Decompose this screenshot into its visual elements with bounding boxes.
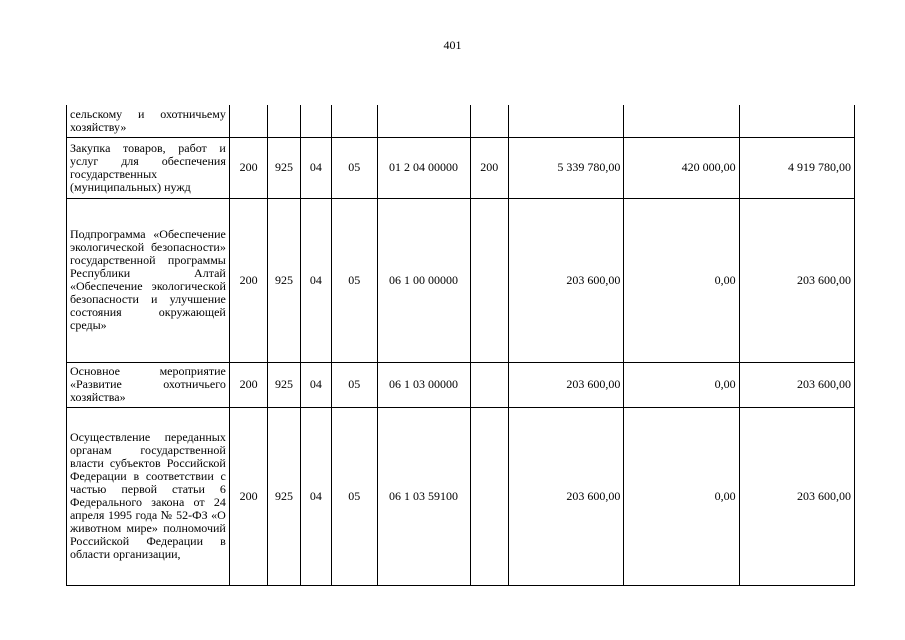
admin-code-cell: 200 — [229, 362, 267, 407]
page-number: 401 — [443, 38, 462, 52]
sum-total-cell: 203 600,00 — [509, 198, 624, 362]
sum-republic-cell: 4 919 780,00 — [739, 137, 854, 198]
ministry-code-cell: 925 — [268, 198, 300, 362]
expense-type-code-cell — [470, 407, 508, 585]
row-name-cell: Закупка товаров, работ и услуг для обеспечения государственных (муниципальных) нужд — [67, 137, 230, 198]
target-code-cell — [377, 105, 470, 137]
row-name-cell: сельскому и охотничьему хозяйству» — [67, 105, 230, 137]
target-code-cell: 06 1 03 59100 — [377, 407, 470, 585]
expense-type-code-cell — [470, 198, 508, 362]
expense-type-code-cell: 200 — [470, 137, 508, 198]
sum-federal-cell: 420 000,00 — [624, 137, 739, 198]
subsection-code-cell: 05 — [332, 137, 378, 198]
expense-type-code-cell — [470, 105, 508, 137]
sum-republic-cell: 203 600,00 — [739, 407, 854, 585]
ministry-code-cell: 925 — [268, 407, 300, 585]
ministry-code-cell — [268, 105, 300, 137]
admin-code-cell: 200 — [229, 137, 267, 198]
section-code-cell: 04 — [300, 362, 331, 407]
table-row — [67, 362, 855, 407]
admin-code-cell — [229, 105, 267, 137]
table-row — [67, 105, 855, 137]
sum-total-cell: 5 339 780,00 — [509, 137, 624, 198]
subsection-code-cell — [332, 105, 378, 137]
sum-federal-cell — [624, 105, 739, 137]
sum-federal-cell: 0,00 — [624, 362, 739, 407]
table-row — [67, 137, 855, 198]
sum-federal-cell: 0,00 — [624, 198, 739, 362]
subsection-code-cell: 05 — [332, 362, 378, 407]
section-code-cell: 04 — [300, 137, 331, 198]
budget-table — [66, 105, 855, 586]
sum-total-cell: 203 600,00 — [509, 407, 624, 585]
target-code-cell: 06 1 03 00000 — [377, 362, 470, 407]
sum-total-cell — [509, 105, 624, 137]
sum-republic-cell — [739, 105, 854, 137]
sum-republic-cell: 203 600,00 — [739, 198, 854, 362]
admin-code-cell: 200 — [229, 407, 267, 585]
admin-code-cell: 200 — [229, 198, 267, 362]
table-row — [67, 198, 855, 362]
row-name-cell: Осуществление переданных органам государственной власти субъектов Российской Федерации в соответствии с частью первой статьи 6 Федерального закона от 24 апреля 1995 года № 52-ФЗ «О животном мире» полномочий Российской Федерации в области организации, — [67, 407, 230, 585]
sum-republic-cell: 203 600,00 — [739, 362, 854, 407]
row-name-cell: Подпрограмма «Обеспечение экологической безопасности» государственной программы Республики Алтай «Обеспечение экологической безопасности и улучшение состояния окружающей среды» — [67, 198, 230, 362]
row-name-cell: Основное мероприятие «Развитие охотничьего хозяйства» — [67, 362, 230, 407]
subsection-code-cell: 05 — [332, 198, 378, 362]
subsection-code-cell: 05 — [332, 407, 378, 585]
ministry-code-cell: 925 — [268, 362, 300, 407]
table-row — [67, 407, 855, 585]
section-code-cell: 04 — [300, 407, 331, 585]
target-code-cell: 06 1 00 00000 — [377, 198, 470, 362]
sum-total-cell: 203 600,00 — [509, 362, 624, 407]
section-code-cell: 04 — [300, 198, 331, 362]
sum-federal-cell: 0,00 — [624, 407, 739, 585]
target-code-cell: 01 2 04 00000 — [377, 137, 470, 198]
section-code-cell — [300, 105, 331, 137]
ministry-code-cell: 925 — [268, 137, 300, 198]
expense-type-code-cell — [470, 362, 508, 407]
